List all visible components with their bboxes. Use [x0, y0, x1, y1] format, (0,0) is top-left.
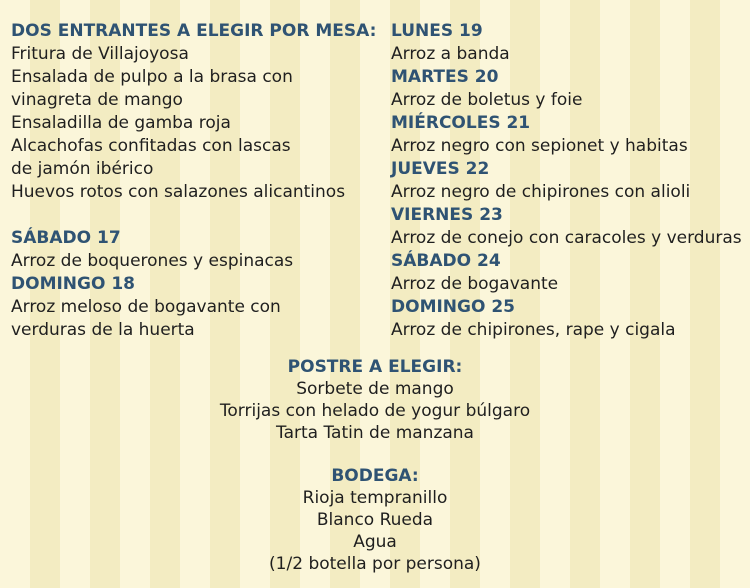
entrante-item: Ensaladilla de gamba roja — [11, 113, 231, 133]
day-dish: Arroz meloso de bogavante con — [11, 297, 281, 317]
day-heading: LUNES 19 — [391, 21, 483, 41]
bodega-item: Blanco Rueda — [316, 510, 434, 530]
entrante-item: Alcachofas confitadas con lascas — [11, 136, 291, 156]
entrante-item: Huevos rotos con salazones alicantinos — [11, 182, 346, 202]
day-heading: SÁBADO 24 — [391, 251, 501, 271]
bodega-item: (1/2 botella por persona) — [269, 554, 481, 574]
day-heading: DOMINGO 25 — [391, 297, 516, 317]
day-heading: DOMINGO 18 — [11, 274, 136, 294]
bodega-item: Rioja tempranillo — [302, 488, 448, 508]
postre-item: Torrijas con helado de yogur búlgaro — [219, 401, 531, 421]
day-dish: Arroz de boletus y foie — [391, 90, 583, 110]
bodega-heading: BODEGA: — [331, 466, 419, 486]
day-dish: Arroz a banda — [391, 44, 510, 64]
day-dish: Arroz negro de chipirones con alioli — [391, 182, 691, 202]
postre-item: Sorbete de mango — [296, 379, 454, 399]
left-column — [11, 20, 381, 342]
day-dish: Arroz de boquerones y espinacas — [11, 251, 294, 271]
entrante-item: vinagreta de mango — [11, 90, 183, 110]
postre-item: Tarta Tatin de manzana — [276, 423, 474, 443]
entrante-item: Ensalada de pulpo a la brasa con — [11, 67, 293, 87]
day-heading: MIÉRCOLES 21 — [391, 113, 531, 133]
postre-heading: POSTRE A ELEGIR: — [287, 357, 463, 377]
day-dish: verduras de la huerta — [11, 320, 195, 340]
bodega-item: Agua — [353, 532, 397, 552]
day-heading: JUEVES 22 — [391, 159, 490, 179]
postre-section — [0, 356, 750, 444]
bodega-section — [0, 465, 750, 575]
day-heading: SÁBADO 17 — [11, 228, 121, 248]
day-heading: VIERNES 23 — [391, 205, 503, 225]
day-dish: Arroz de conejo con caracoles y verduras — [391, 228, 742, 248]
right-column — [391, 20, 746, 342]
entrante-item: de jamón ibérico — [11, 159, 154, 179]
entrantes-heading: DOS ENTRANTES A ELEGIR POR MESA: — [11, 21, 377, 41]
day-dish: Arroz de chipirones, rape y cigala — [391, 320, 676, 340]
day-heading: MARTES 20 — [391, 67, 499, 87]
day-dish: Arroz de bogavante — [391, 274, 559, 294]
entrante-item: Fritura de Villajoyosa — [11, 44, 189, 64]
day-dish: Arroz negro con sepionet y habitas — [391, 136, 688, 156]
